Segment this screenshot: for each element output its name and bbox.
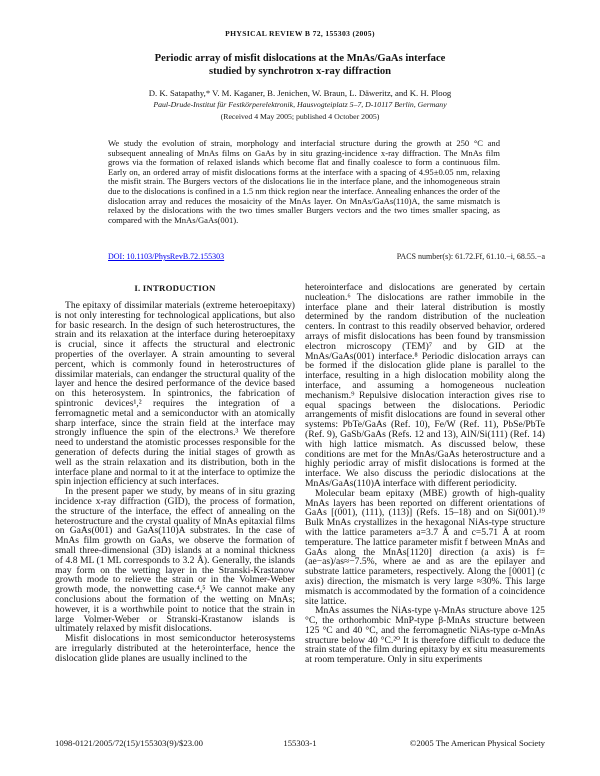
footer-page-number: 155303-1 (283, 738, 317, 748)
page-footer (55, 738, 545, 748)
paragraph-intro-5: Molecular beam epitaxy (MBE) growth of high-quality MnAs layers has been reported on different orientations of GaAs [(001), (111), (113)] (Refs. 15–18) and on Si(001).¹⁹ Bulk MnAs crystallizes in the hexagonal NiAs-type structure with the lattice parameters a=3.7 Å and c=5.71 Å at room temperature. The lattice parameter misfit f between MnAs and GaAs along the MnAs[1120] direction (a axis) is f=(ae−as)/as≈−7.5%, where ae and as are the epilayer and substrate lattice parameters, respectively. Along the [0001] (c axis) direction, the mismatch is very large ≈30%. This large mismatch is accommodated by the formation of a coincidence site lattice. (305, 487, 545, 607)
footer-copyright-code: 1098-0121/2005/72(15)/155303(9)/$23.00 (55, 738, 203, 748)
section-heading-introduction: I. INTRODUCTION (134, 283, 216, 293)
paragraph-intro-1: The epitaxy of dissimilar materials (extreme heteroepitaxy) is not only interesting for technological applications, but also for basic research. In the design of such heterostructures, the strain and its relaxation at the interface during heteroepitaxy is crucial, since it affects the structural and electronic properties of the overlayer. A strain amounting to several percent, which is commonly found in heterostructures of dissimilar materials, can endanger the structural quality of the layer and hence the desired performance of the device based on this heterosystem. In spintronics, the fabrication of spintronic devices¹,² requires the integration of a ferromagnetic metal and a semiconductor with an atomically sharp interface, since the strain field at the interface may strongly influence the spin of the electrons.³ We therefore need to understand the atomistic processes responsible for the generation of defects during the initial stages of growth as well as the strain relaxation and its distribution, both in the interface plane and normal to it at the interface to optimize the spin injection efficiency at such interfaces. (55, 300, 295, 488)
doi-link[interactable]: DOI: 10.1103/PhysRevB.72.155303 (108, 252, 225, 261)
doi-pacs-row (108, 252, 545, 261)
right-column (305, 283, 545, 665)
affiliation: Paul-Drude-Institut für Festkörperelektronik, Hausvogteiplatz 5–7, D-10117 Berlin, Germany (153, 100, 447, 109)
author-list: D. K. Satapathy,* V. M. Kaganer, B. Jenichen, W. Braun, L. Däweritz, and K. H. Ploog (148, 88, 452, 98)
paragraph-intro-6: MnAs assumes the NiAs-type γ-MnAs structure above 125 °C, the orthorhombic MnP-type β-MnAs structure between 125 °C and 40 °C, and the ferromagnetic NiAs-type α-MnAs structure below 40 °C.²⁰ It is therefore difficult to deduce the strain state of the film during epitaxy by ex situ measurements at room temperature. Only in situ experiments (305, 605, 545, 666)
article-title-line2: studied by synchrotron x-ray diffraction (208, 65, 392, 77)
paragraph-intro-3: Misfit dislocations in most semiconductor heterosystems are irregularly distributed at the heterointerface, hence the dislocation glide planes are usually inclined to the (55, 633, 295, 664)
article-title-line1: Periodic array of misfit dislocations at the MnAs/GaAs interface (154, 53, 446, 64)
article-title (60, 53, 540, 78)
pacs-numbers: PACS number(s): 61.72.Ff, 61.10.−i, 68.55.−a (396, 252, 545, 261)
paragraph-intro-2: In the present paper we study, by means of in situ grazing incidence x-ray diffraction (GID), the process of formation, the structure of the interface, the effect of annealing on the heterostructure and the crystal quality of MnAs epitaxial films on GaAs(001) and GaAs(110)A substrates. In the case of MnAs film growth on GaAs, we observe the formation of small three-dimensional (3D) islands at a nominal thickness of 4.8 ML (1 ML corresponds to 3.2 Å). Generally, the islands may form on the wetting layer in the Stranski-Krastanow growth mode to relieve the strain or in the Volmer-Weber growth mode, the nonwetting case.⁴,⁵ We cannot make any conclusions about the formation of the wetting on MnAs; however, it is a worthwhile point to notice that the strain in large Volmer-Weber or Stranski-Krastanow islands is ultimately relaxed by misfit dislocations. (55, 486, 295, 635)
abstract: We study the evolution of strain, morphology and interfacial structure during the growth at 250 °C and subsequent annealing of MnAs films on GaAs by in situ grazing-incidence x-ray diffraction. The MnAs film grows via the formation of relaxed islands which become flat and finally coalesce to form a continuous film. Early on, an ordered array of misfit dislocations forms at the interface with a spacing of 4.95±0.05 nm, relaxing the misfit strain. The Burgers vectors of the dislocations lie in the interface plane, and the inhomogeneous strain due to the dislocations is confined in a 1.5 nm thick region near the interface. Annealing enhances the order of the dislocation array and reduces the mosaicity of the MnAs layer. On MnAs/GaAs(110)A, the same mismatch is relaxed by the dislocations with the two times smaller Burgers vectors and the two times smaller spacing, as compared with the MnAs/GaAs(001). (108, 138, 500, 225)
paragraph-intro-4: heterointerface and dislocations are generated by certain nucleation.⁶ The dislocations are rather immobile in the interface plane and their lateral distribution is mostly determined by the random distribution of the nucleation centers. In contrast to this readily observed behavior, ordered arrays of misfit dislocations has been found by transmission electron microscopy (TEM)⁷ and by GID at the MnAs/GaAs(001) interface.⁸ Periodic dislocation arrays can be formed if the dislocation glide plane is parallel to the interface, resulting in a high dislocation mobility along the interface, and assuming a homogeneous nucleation mechanism.⁹ Repulsive dislocation interaction gives rise to equal spacings between the dislocations. Periodic arrangements of misfit dislocations are found in several other systems: PbTe/GaAs (Ref. 10), Fe/W (Ref. 11), PbSe/PbTe (Ref. 9), GaSb/GaAs (Refs. 12 and 13), AlN/Si(111) (Ref. 14) with high lattice mismatch. As discussed below, these conditions are met for the MnAs/GaAs heterostructure and a highly periodic array of misfit dislocations is formed at the interface. We also discuss the periodic dislocations at the MnAs/GaAs(110)A interface with different periodicity. (305, 282, 545, 489)
received-dates: (Received 4 May 2005; published 4 October 2005) (220, 112, 380, 121)
footer-publisher: ©2005 The American Physical Society (409, 738, 545, 748)
left-column (55, 283, 295, 663)
journal-header: PHYSICAL REVIEW B 72, 155303 (2005) (225, 29, 375, 38)
